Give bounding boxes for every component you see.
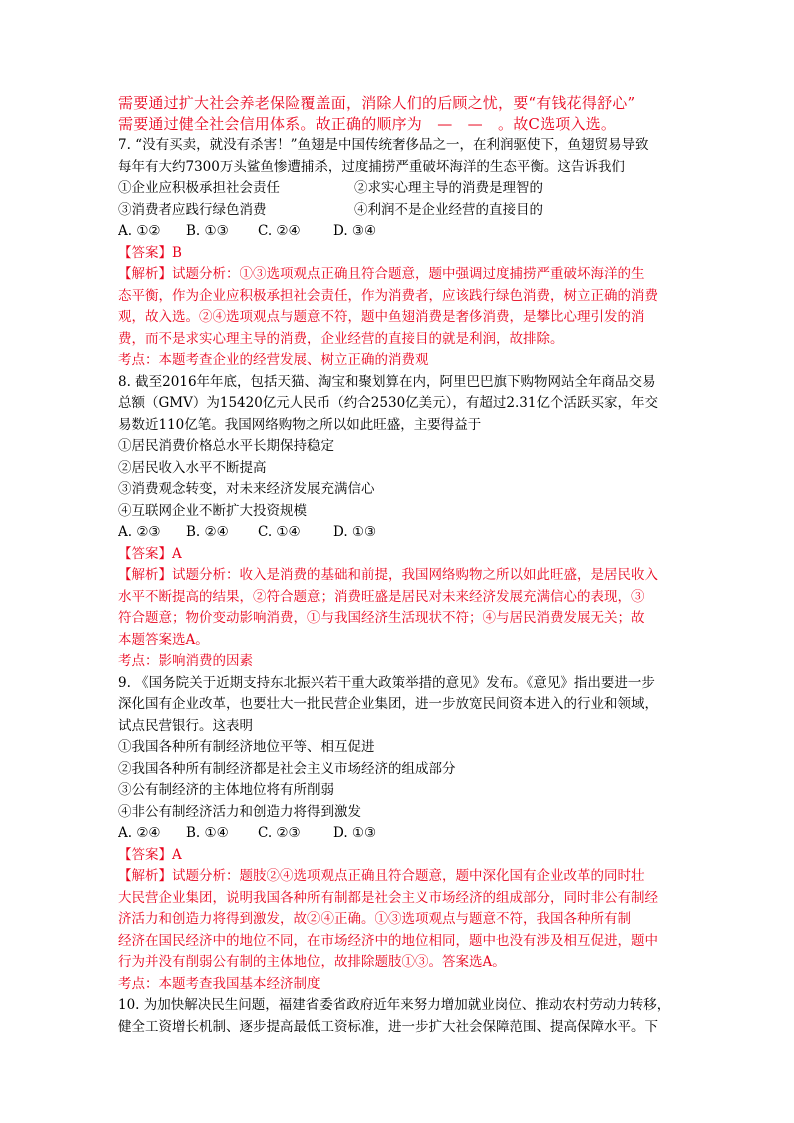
option-c: C. ①④	[258, 524, 301, 540]
option-d: D. ①③	[333, 524, 377, 540]
intro-line: 需要通过健全社会信用体系。故正确的顺序为 — — 。故C选项入选。	[118, 115, 617, 133]
question-stem: 9. 《国务院关于近期支持东北振兴若干重大政策举措的意见》发布。《意见》指出要进一步	[118, 674, 655, 691]
question-stem: 10. 为加快解决民生问题，福建省委省政府近年来努力增加就业岗位、推动农村劳动力转移，	[118, 997, 671, 1013]
statement: ③公有制经济的主体地位将有所削弱	[118, 782, 334, 798]
exam-point: 考点：本题考查企业的经营发展、树立正确的消费观	[118, 352, 429, 368]
analysis-line: 态平衡，作为企业应积极承担社会责任，作为消费者，应该践行绿色消费，树立正确的消费	[118, 287, 658, 304]
option-d: D. ①③	[333, 825, 377, 841]
question-8	[118, 372, 678, 673]
option-c: C. ②④	[258, 223, 301, 239]
question-stem: 总额（GMV）为15420亿元人民币（约合2530亿美元），有超过2.31亿个活跃买家，年交	[118, 395, 658, 411]
analysis-line: 大民营企业集团，说明我国各种所有制都是社会主义市场经济的组成部分，同时非公有制经	[118, 889, 658, 906]
question-stem: 深化国有企业改革，也要壮大一批民营企业集团，进一步放宽民间资本进入的行业和领域，	[118, 696, 658, 712]
statement: ③消费观念转变，对未来经济发展充满信心	[118, 481, 375, 497]
analysis-line: 水平不断提高的结果，②符合题意；消费旺盛是居民对未来经济发展充满信心的表现，③	[118, 588, 645, 605]
question-7	[118, 135, 678, 372]
analysis-line: 观，故入选。②④选项观点与题意不符，题中鱼翅消费是奢侈消费，是攀比心理引发的消	[118, 309, 645, 325]
intro-line: 需要通过扩大社会养老保险覆盖面，消除人们的后顾之忧，要“有钱花得舒心”	[118, 94, 636, 112]
option-b: B. ②④	[186, 524, 229, 540]
analysis-line: 经济在国民经济中的地位不同，在市场经济中的地位相同，题中也没有涉及相互促进，题中	[118, 932, 658, 949]
question-10	[118, 995, 678, 1038]
question-stem: 健全工资增长机制、逐步提高最低工资标准，进一步扩大社会保障范围、提高保障水平。下	[118, 1018, 658, 1035]
question-stem: 每年有大约7300万头鲨鱼惨遭捕杀，过度捕捞严重破坏海洋的生态平衡。这告诉我们	[118, 158, 625, 175]
intro-block	[118, 93, 678, 135]
answer: 【答案】A	[118, 846, 182, 863]
statement: ④非公有制经济活力和创造力将得到激发	[118, 803, 361, 820]
statement: ①企业应积极承担社会责任	[118, 180, 280, 196]
analysis-line: 【解析】试题分析：①③选项观点正确且符合题意，题中强调过度捕捞严重破坏海洋的生	[118, 266, 645, 282]
statement-row	[118, 200, 678, 222]
option-a: A. ②④	[118, 825, 161, 841]
exam-point: 考点：影响消费的因素	[118, 653, 253, 669]
question-9	[118, 673, 678, 996]
option-a: A. ②③	[118, 524, 161, 540]
option-d: D. ③④	[333, 223, 377, 239]
question-stem: 易数近110亿笔。我国网络购物之所以如此旺盛，主要得益于	[118, 416, 482, 433]
statement: ②我国各种所有制经济都是社会主义市场经济的组成部分	[118, 760, 456, 777]
document-body	[118, 93, 678, 1038]
answer: 【答案】A	[118, 545, 182, 562]
question-stem: 7. “没有买卖，就没有杀害！”鱼翅是中国传统奢侈品之一，在利润驱使下，鱼翅贸易导致	[118, 137, 649, 153]
analysis-line: 【解析】试题分析：收入是消费的基础和前提，我国网络购物之所以如此旺盛，是居民收入	[118, 567, 658, 583]
question-stem: 8. 截至2016年年底，包括天猫、淘宝和聚划算在内，阿里巴巴旗下购物网站全年商品交易	[118, 373, 656, 390]
statement: ④利润不是企业经营的直接目的	[354, 201, 543, 218]
option-a: A. ①②	[118, 223, 161, 239]
analysis-line: 费，而不是求实心理主导的消费，企业经营的直接目的就是利润，故排除。	[118, 330, 564, 347]
statement: ②居民收入水平不断提高	[118, 459, 267, 476]
option-c: C. ②③	[258, 825, 301, 841]
analysis-line: 济活力和创造力将得到激发，故②④正确。①③选项观点与题意不符，我国各种所有制	[118, 911, 631, 927]
option-b: B. ①④	[186, 825, 229, 841]
statement: ④互联网企业不断扩大投资规模	[118, 502, 307, 519]
options-row	[118, 522, 678, 544]
analysis-line: 本题答案选A。	[118, 631, 209, 648]
answer: 【答案】B	[118, 244, 182, 261]
analysis-line: 符合题意；物价变动影响消费，①与我国经济生活现状不符；④与居民消费发展无关；故	[118, 610, 645, 626]
statement: ①我国各种所有制经济地位平等、相互促进	[118, 739, 375, 755]
question-stem: 试点民营银行。这表明	[118, 717, 253, 734]
options-row	[118, 823, 678, 845]
options-row	[118, 221, 678, 243]
statement-row	[118, 178, 678, 200]
statement: ②求实心理主导的消费是理智的	[354, 180, 543, 196]
analysis-line: 【解析】试题分析：题肢②④选项观点正确且符合题意，题中深化国有企业改革的同时壮	[118, 868, 645, 884]
exam-point: 考点：本题考查我国基本经济制度	[118, 975, 321, 992]
statement: ③消费者应践行绿色消费	[118, 201, 267, 218]
option-b: B. ①③	[186, 223, 229, 239]
statement: ①居民消费价格总水平长期保持稳定	[118, 438, 334, 454]
analysis-line: 行为并没有削弱公有制的主体地位，故排除题肢①③。答案选A。	[118, 954, 506, 970]
